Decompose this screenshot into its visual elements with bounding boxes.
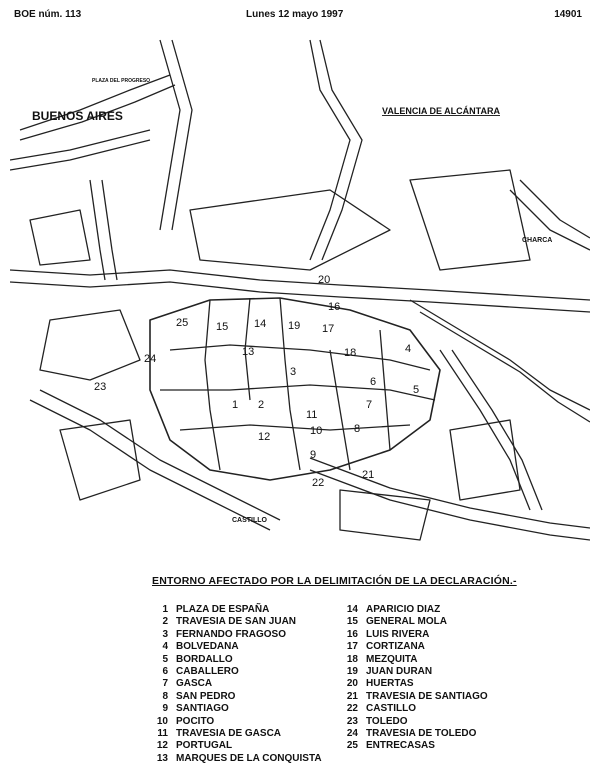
road [420,312,590,422]
legend-item [336,716,488,728]
road [102,180,117,280]
zone-number: 5 [413,384,420,396]
zone-number: 4 [405,343,412,355]
road [10,270,590,300]
zone-number: 19 [288,320,301,332]
block [410,170,530,270]
legend-item-name: LUIS RIVERA [366,628,430,640]
legend-item-number: 22 [346,703,358,715]
legend-item-number: 11 [157,727,168,739]
zone-number: 2 [258,399,265,411]
zone-number: 12 [258,431,271,443]
legend-item-number: 4 [162,641,168,653]
legend-item-number: 13 [156,752,168,764]
legend-item-name: APARICIO DIAZ [366,604,441,615]
bulletin-number: BOE núm. 113 [14,9,82,20]
legend-item [146,703,322,715]
zone-number: 9 [310,449,317,461]
legend-item-name: POCITO [176,715,215,727]
legend-item-number: 1 [162,604,168,615]
legend-item [336,666,488,678]
legend-item-name: CASTILLO [366,703,416,715]
legend-item-name: CORTIZANA [366,641,425,653]
legend-item [336,641,488,653]
legend-item [336,740,488,752]
legend-item-name: MEZQUITA [366,653,418,665]
legend-item [146,691,322,703]
legend-item [336,654,488,666]
legend-item-name: JUAN DURAN [366,665,433,677]
legend-item-number: 5 [162,653,168,665]
legend-item [146,604,322,616]
legend-item-name: FERNANDO FRAGOSO [176,628,286,640]
zone-number: 7 [366,399,373,411]
road [90,180,105,280]
map-drawing [10,30,590,560]
road [40,390,280,520]
zone-number: 16 [328,301,341,313]
block [40,310,140,380]
legend-item-number: 15 [346,616,358,628]
legend-item-number: 25 [346,740,358,752]
legend-item-number: 10 [156,715,168,727]
street [180,425,410,430]
legend-item-number: 20 [346,678,358,690]
road [310,470,590,540]
zone-number: 18 [344,347,357,359]
road [320,40,362,260]
legend-title: ENTORNO AFECTADO POR LA DELIMITACIÓN DE LA DECLARACIÓN.- [152,575,517,587]
zone-number: 11 [306,409,318,421]
zone-number: 17 [322,323,335,335]
buenos-aires-label: BUENOS AIRES [32,109,123,123]
legend-item [146,616,322,628]
legend-item [146,666,322,678]
legend-item [146,716,322,728]
legend-item-number: 14 [346,604,358,615]
legend-item-name: PLAZA DE ESPAÑA [176,604,270,615]
block [30,210,90,265]
legend-item [146,728,322,740]
road [10,282,590,312]
zone-number: 15 [216,321,229,333]
legend-item-name: MARQUES DE LA CONQUISTA [176,752,322,764]
block [190,190,390,270]
plaza-label: PLAZA DEL PROGRESO [92,78,151,84]
legend-item-number: 18 [346,653,358,665]
legend-item-name: BOLVEDANA [176,641,239,653]
legend-item [146,654,322,666]
legend-item [336,691,488,703]
legend-item-name: ENTRECASAS [366,740,435,752]
legend-item-number: 23 [346,715,358,727]
road [310,458,590,528]
street [330,350,350,470]
legend-item-number: 3 [162,628,168,640]
legend-item [146,629,322,641]
zone-number: 20 [318,274,331,286]
legend-item [336,616,488,628]
legend-item-name: TRAVESIA DE GASCA [176,727,282,739]
street-map [10,30,590,560]
zone-number: 1 [232,399,239,411]
legend-item-name: GENERAL MOLA [366,616,447,628]
legend-item-number: 2 [162,616,168,628]
legend-column-2 [336,604,488,753]
zone-number: 23 [94,381,107,393]
zone-number: 25 [176,317,189,329]
zone-number: 21 [362,469,375,481]
road [30,400,270,530]
legend-item [336,728,488,740]
castillo-label: CASTILLO [232,517,267,524]
legend-item [146,753,322,765]
legend-item [146,641,322,653]
zone-number: 14 [254,318,267,330]
legend-item-number: 8 [162,690,168,702]
legend-item-number: 9 [162,703,168,715]
legend-item-name: TRAVESIA DE TOLEDO [366,727,477,739]
legend-item-number: 7 [162,678,168,690]
legend-item-name: SAN PEDRO [176,690,236,702]
legend-item-number: 17 [346,641,358,653]
legend-item [336,629,488,641]
legend-item [146,740,322,752]
road [410,300,590,410]
legend-item [336,703,488,715]
zone-number: 22 [312,477,325,489]
charca-label: CHARCA [522,237,553,244]
legend-item-name: CABALLERO [176,665,239,677]
legend-item-name: TOLEDO [366,715,408,727]
legend-column-1 [146,604,322,765]
legend-item-number: 24 [346,727,358,739]
valencia-label: VALENCIA DE ALCÁNTARA [382,106,500,116]
page-number: 14901 [554,9,582,20]
legend-item-number: 12 [156,740,168,752]
legend-item-name: SANTIAGO [176,703,229,715]
legend-item-name: BORDALLO [176,653,233,665]
legend-item-name: TRAVESIA DE SAN JUAN [176,616,297,628]
legend-item-name: TRAVESIA DE SANTIAGO [366,690,488,702]
legend-item-name: GASCA [176,678,213,690]
street [170,345,430,370]
page-header [0,0,600,24]
road [10,140,150,170]
road [310,40,350,260]
legend-item-number: 16 [346,628,358,640]
zone-number: 10 [310,425,323,437]
road [520,180,590,238]
zone-number: 24 [144,353,157,365]
legend-item [336,678,488,690]
road [172,40,192,230]
legend-item-number: 21 [346,690,358,702]
block [60,420,140,500]
legend-item [336,604,488,616]
publication-date: Lunes 12 mayo 1997 [246,9,344,20]
legend-item-number: 6 [162,665,168,677]
zone-number: 3 [290,366,297,378]
zone-number: 6 [370,376,377,388]
street [160,385,435,400]
zone-number: 8 [354,423,361,435]
legend-item-number: 19 [346,665,358,677]
zone-number: 13 [242,346,255,358]
legend-item [146,678,322,690]
legend-item-name: PORTUGAL [176,740,233,752]
legend-item-name: HUERTAS [366,678,414,690]
